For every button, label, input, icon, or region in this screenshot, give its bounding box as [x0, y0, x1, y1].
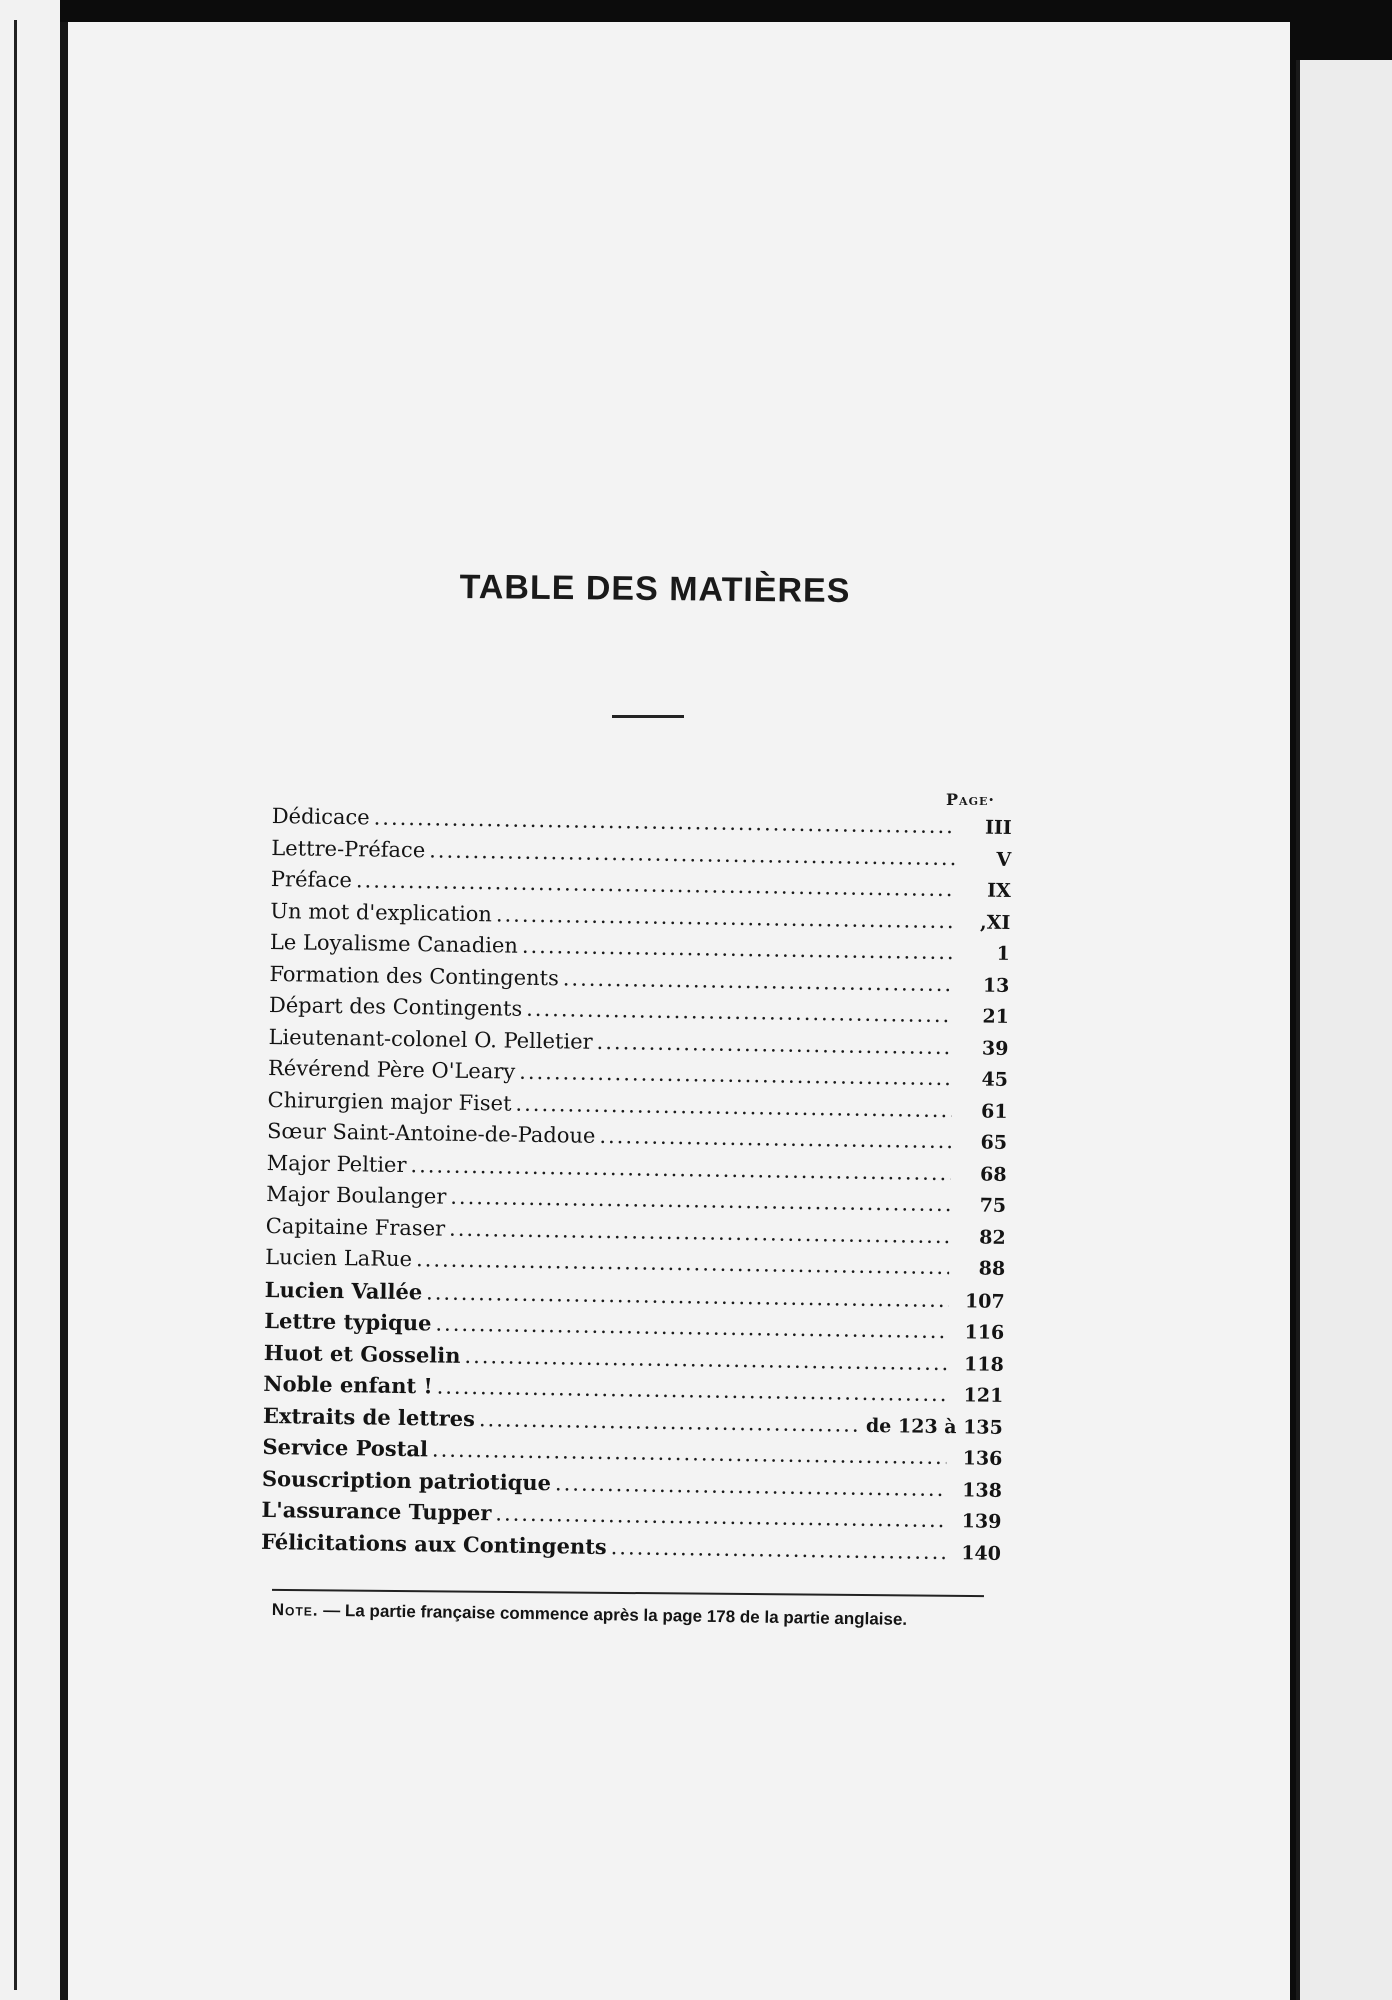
toc-entry-page: 65 [980, 1131, 1008, 1154]
toc-leader-dots [596, 1029, 952, 1058]
toc-leader-dots [599, 1124, 951, 1153]
toc-entry-page: ,XI [979, 911, 1011, 934]
next-page-edge [1296, 60, 1392, 2000]
toc-entry-title: Formation des Contingents [269, 961, 560, 990]
toc-leader-dots [495, 1501, 945, 1532]
toc-entry-page: 21 [982, 1005, 1010, 1028]
toc-entry-title: Noble enfant ! [263, 1370, 433, 1399]
previous-page-border [14, 20, 17, 1990]
toc-entry-title: L'assurance Tupper [261, 1496, 492, 1526]
toc-entry-page: 13 [982, 974, 1010, 997]
toc-entry-title: Lucien LaRue [265, 1244, 413, 1272]
toc-entry-title: Lieutenant-colonel O. Pelletier [268, 1024, 593, 1054]
table-of-contents [261, 804, 1012, 1571]
page-column-header: Page· [946, 790, 995, 809]
toc-leader-dots [519, 1060, 952, 1090]
toc-leader-dots [555, 1471, 946, 1501]
toc-entry-page: 118 [963, 1352, 1004, 1376]
toc-entry-title: Capitaine Fraser [265, 1213, 446, 1241]
toc-leader-dots [526, 997, 953, 1027]
toc-entry-page: 107 [964, 1289, 1005, 1313]
toc-entry-title: Sœur Saint-Antoine-de-Padoue [266, 1118, 596, 1148]
toc-entry-page: III [984, 816, 1012, 839]
toc-entry-page: 39 [981, 1037, 1009, 1060]
toc-leader-dots [426, 1280, 949, 1312]
toc-entry-page: 136 [962, 1447, 1003, 1470]
toc-entry-page: de 123 à 135 [865, 1414, 1003, 1439]
toc-entry-title: Lucien Vallée [264, 1276, 423, 1304]
toc-leader-dots [522, 934, 954, 964]
toc-leader-dots [515, 1091, 951, 1121]
toc-entry-page: 68 [979, 1163, 1007, 1186]
toc-entry-title: Service Postal [262, 1433, 429, 1462]
toc-entry-page: 82 [979, 1226, 1006, 1249]
toc-entry-page: V [996, 848, 1012, 871]
toc-entry-title: Major Peltier [266, 1150, 407, 1177]
toc-entry-title: Huot et Gosselin [263, 1339, 461, 1368]
previous-page-edge [0, 0, 60, 2000]
title-divider [612, 715, 684, 718]
page-title: TABLE DES MATIÈRES [459, 567, 851, 611]
toc-leader-dots [437, 1375, 948, 1407]
toc-leader-dots [563, 966, 954, 996]
toc-entry-title: Souscription patriotique [261, 1465, 552, 1495]
toc-entry-page: 139 [961, 1510, 1002, 1533]
toc-leader-dots [479, 1407, 862, 1437]
toc-entry-page: 121 [963, 1384, 1004, 1407]
toc-entry-page: 1 [996, 942, 1011, 965]
toc-entry-title: Dédicace [271, 804, 370, 830]
toc-entry-title: Départ des Contingents [268, 992, 523, 1021]
note-text: — La partie française commence après la page 178 de la partie anglaise. [318, 1600, 908, 1629]
toc-entry-title: Un mot d'explication [270, 898, 493, 926]
toc-entry-page: 88 [978, 1257, 1006, 1280]
toc-entry-page: 138 [962, 1478, 1003, 1502]
toc-leader-dots [611, 1535, 946, 1564]
toc-entry-title: Le Loyalisme Canadien [269, 929, 519, 958]
toc-leader-dots [464, 1343, 948, 1374]
toc-entry-page: 75 [979, 1194, 1007, 1217]
toc-entry-title: Lettre-Préface [271, 835, 426, 862]
toc-entry-title: Lettre typique [264, 1307, 432, 1336]
toc-entry-title: Préface [270, 866, 353, 893]
toc-entry-page: 116 [964, 1321, 1005, 1344]
toc-entry-title: Extraits de lettres [262, 1402, 476, 1431]
toc-entry-title: Félicitations aux Contingents [260, 1528, 607, 1559]
toc-entry-title: Chirurgien major Fiset [267, 1087, 512, 1116]
toc-leader-dots [435, 1311, 948, 1343]
toc-entry-page: IX [986, 879, 1011, 902]
note-prefix: Note. [271, 1600, 319, 1620]
toc-leader-dots [432, 1437, 947, 1469]
toc-entry-title: Major Boulanger [266, 1181, 447, 1209]
toc-entry-page: 140 [961, 1541, 1002, 1565]
toc-entry-page: 45 [981, 1068, 1009, 1091]
toc-entry-page: 61 [980, 1100, 1008, 1123]
toc-entry-title: Révérend Père O'Leary [267, 1055, 516, 1084]
